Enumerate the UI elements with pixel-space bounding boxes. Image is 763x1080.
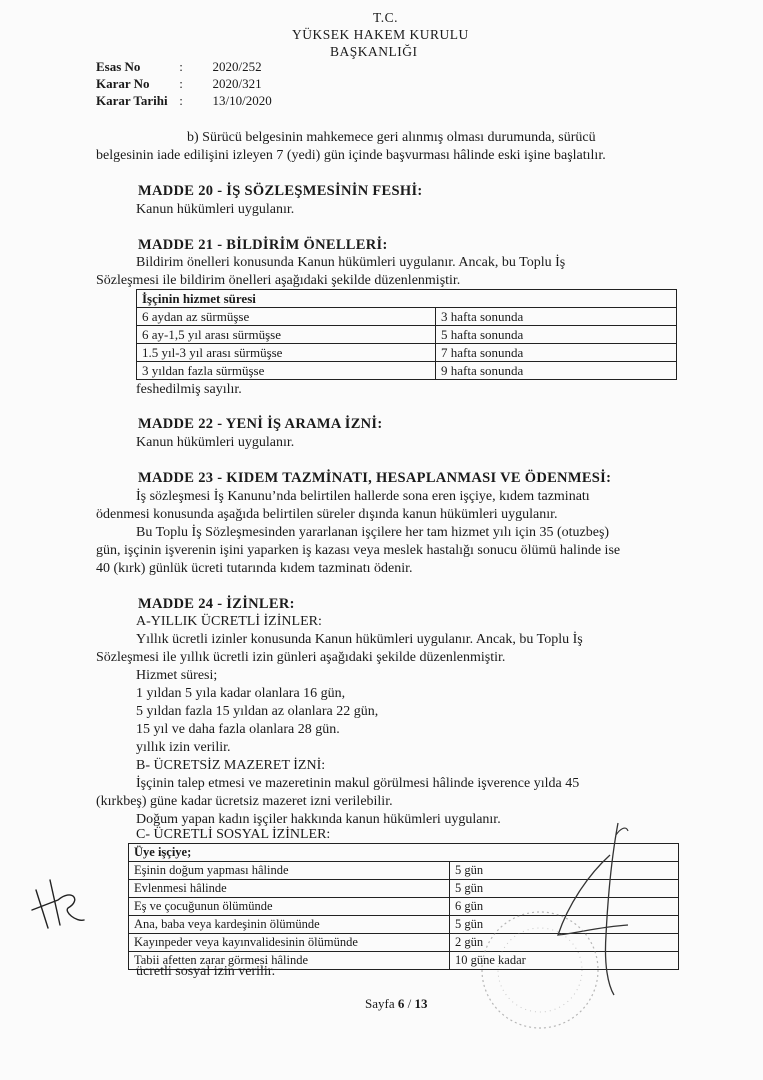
meta-karar: Karar No : 2020/321 <box>96 76 262 91</box>
article-20-text: Kanun hükümleri uygulanır. <box>136 202 295 217</box>
article-21-line1: Bildirim önelleri konusunda Kanun hükümleri uygulanır. Ancak, bu Toplu İş <box>136 255 566 270</box>
article-23-title: MADDE 23 - KIDEM TAZMİNATI, HESAPLANMASI VE ÖDENMESİ: <box>138 470 612 486</box>
table-cell: Eşinin doğum yapması hâlinde <box>129 862 450 880</box>
table-cell: 5 gün <box>450 862 679 880</box>
page-separator: / <box>407 996 412 1011</box>
table-cell: Ana, baba veya kardeşinin ölümünde <box>129 916 450 934</box>
section-c-after: ücretli sosyal izin verilir. <box>136 964 276 979</box>
article-23-p2-line1: Bu Toplu İş Sözleşmesinden yararlanan işçilere her tam hizmet yılı için 35 (otuzbeş) <box>136 525 610 540</box>
stamp-seal <box>475 905 605 1035</box>
table-cell: Evlenmesi hâlinde <box>129 880 450 898</box>
meta-date-label: Karar Tarihi <box>96 93 168 108</box>
section-a-line4: 1 yıldan 5 yıla kadar olanlara 16 gün, <box>136 686 346 701</box>
table-cell: Eş ve çocuğunun ölümünde <box>129 898 450 916</box>
table-cell: 5 gün <box>450 916 679 934</box>
header-tc: T.C. <box>373 10 398 25</box>
table-cell: Tabii afetten zarar görmesi hâlinde <box>129 952 450 970</box>
meta-esas-label: Esas No <box>96 59 141 74</box>
table-row <box>137 362 677 380</box>
table-cell: 7 hafta sonunda <box>436 344 677 362</box>
table-cell: 6 ay-1,5 yıl arası sürmüşse <box>137 326 436 344</box>
section-a-line3: Hizmet süresi; <box>136 668 218 683</box>
table-cell: 9 hafta sonunda <box>436 362 677 380</box>
table-cell: 5 hafta sonunda <box>436 326 677 344</box>
article-23-p1-line1: İş sözleşmesi İş Kanunu’nda belirtilen hallerde sona eren işçiye, kıdem tazminatı <box>136 489 590 504</box>
article-21-title: MADDE 21 - BİLDİRİM ÖNELLERİ: <box>138 237 388 253</box>
table-cell: 6 gün <box>450 898 679 916</box>
meta-esas-value: 2020/252 <box>212 59 262 74</box>
header-institution: YÜKSEK HAKEM KURULU <box>292 27 469 42</box>
table-cell: 6 aydan az sürmüşse <box>137 308 436 326</box>
article-21-line2: Sözleşmesi ile bildirim önelleri aşağıdaki şekilde düzenlenmiştir. <box>96 273 461 288</box>
meta-karar-value: 2020/321 <box>212 76 262 91</box>
section-a-title: A-YILLIK ÜCRETLİ İZİNLER: <box>136 614 322 629</box>
section-b-line1: İşçinin talep etmesi ve mazeretinin makul görülmesi hâlinde işverence yılda 45 <box>136 776 580 791</box>
table-cell: 3 yıldan fazla sürmüşse <box>137 362 436 380</box>
notice-period-table <box>136 289 677 380</box>
article-23-p2-line2: gün, işçinin işverenin işini yaparken iş kazası veya meslek hastalığı sonucu ölümü halinde ise <box>96 543 621 558</box>
article-23-p1-line2: ödenmesi konusunda aşağıda belirtilen süreler dışında kanun hükümleri uygulanır. <box>96 507 558 522</box>
table-cell: 5 gün <box>450 880 679 898</box>
table-cell: 2 gün <box>450 934 679 952</box>
article-22-text: Kanun hükümleri uygulanır. <box>136 435 295 450</box>
section-a-line1: Yıllık ücretli izinler konusunda Kanun hükümleri uygulanır. Ancak, bu Toplu İş <box>136 632 583 647</box>
page-prefix: Sayfa <box>365 996 395 1011</box>
meta-date: Karar Tarihi : 13/10/2020 <box>96 93 272 108</box>
section-a-line5: 5 yıldan fazla 15 yıldan az olanlara 22 gün, <box>136 704 379 719</box>
meta-karar-label: Karar No <box>96 76 150 91</box>
section-a-line6: 15 yıl ve daha fazla olanlara 28 gün. <box>136 722 340 737</box>
meta-date-value: 13/10/2020 <box>212 93 272 108</box>
page-number <box>365 996 427 1012</box>
table-cell: 10 güne kadar <box>450 952 679 970</box>
table-cell: Kayınpeder veya kayınvalidesinin ölümünde <box>129 934 450 952</box>
section-b-line3: Doğum yapan kadın işçiler hakkında kanun hükümleri uygulanır. <box>136 812 501 827</box>
table-cell: 3 hafta sonunda <box>436 308 677 326</box>
article-24-title: MADDE 24 - İZİNLER: <box>138 596 295 612</box>
article-22-title: MADDE 22 - YENİ İŞ ARAMA İZNİ: <box>138 416 383 432</box>
section-a-line2: Sözleşmesi ile yıllık ücretli izin günleri aşağıdaki şekilde düzenlenmiştir. <box>96 650 506 665</box>
section-b-title: B- ÜCRETSİZ MAZERET İZNİ: <box>136 758 326 773</box>
article-23-p2-line3: 40 (kırk) günlük ücreti tutarında kıdem tazminatı ödenir. <box>96 561 413 576</box>
table-row <box>137 308 677 326</box>
table-header: İşçinin hizmet süresi <box>137 290 677 308</box>
page-total: 13 <box>414 996 428 1011</box>
article-21-after: feshedilmiş sayılır. <box>136 382 242 397</box>
section-a-line7: yıllık izin verilir. <box>136 740 231 755</box>
intro-line1: b) Sürücü belgesinin mahkemece geri alınmış olması durumunda, sürücü <box>187 130 596 145</box>
section-c-title: C- ÜCRETLİ SOSYAL İZİNLER: <box>136 827 331 842</box>
table-row <box>137 344 677 362</box>
table-header: Üye işçiye; <box>129 844 679 862</box>
article-20-title: MADDE 20 - İŞ SÖZLEŞMESİNİN FESHİ: <box>138 183 423 199</box>
intro-line2: belgesinin iade edilişini izleyen 7 (yedi) gün içinde başvurması hâlinde eski işine başlatılır. <box>96 148 606 163</box>
table-row <box>137 326 677 344</box>
table-cell: 1.5 yıl-3 yıl arası sürmüşse <box>137 344 436 362</box>
section-b-line2: (kırkbeş) güne kadar ücretsiz mazeret izni verilebilir. <box>96 794 393 809</box>
table-header-row <box>137 290 677 308</box>
meta-esas: Esas No : 2020/252 <box>96 59 262 74</box>
handwritten-initials <box>28 870 88 935</box>
page-current: 6 <box>397 996 405 1011</box>
header-presidency: BAŞKANLIĞI <box>330 44 418 59</box>
